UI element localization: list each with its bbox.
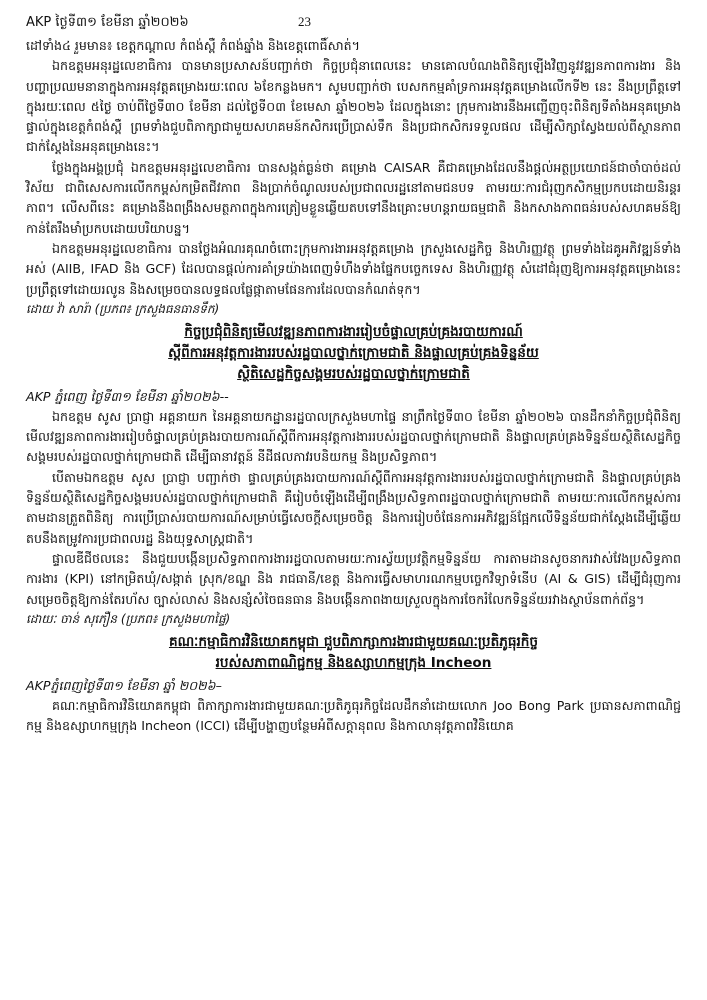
- page-header: [26, 14, 681, 36]
- article3-title-line: គណៈកម្មាធិការវិនិយោគកម្ពុជា ជួបពិភាក្សាការងារជាមួយគណៈប្រតិភូធុរកិច្ច: [168, 633, 539, 650]
- page-number: 23: [298, 14, 311, 29]
- article2-paragraph: ឯកឧត្តម សូស ប្រាជ្ញា អគ្គនាយក នៃអគ្គនាយកដ្ឋានរដ្ឋបាលក្រសួងមហាផ្ទៃ នាព្រឹកថ្ងៃទី៣០ ខែមីនា ឆ្នាំ២០២៦ បានដឹកនាំកិច្ចប្រជុំពិនិត្យមើលវឌ្ឍនភាពការងាររៀបចំផ្ទាលគ្រប់គ្រងរបាយការណ៍ស្តីពីការអនុវត្តការងាររបស់រដ្ឋបាលថ្នាក់ក្រោមជាតិ និងផ្ទាលគ្រប់គ្រងទិន្នន័យស្ថិតិសេដ្ឋកិច្ចសង្គមរបស់រដ្ឋបាលថ្នាក់ក្រោមជាតិ ដើម្បីធានាវត្តន៍ នីដីផលភាវរបនិយកម្ម និងប្រសិទ្ធភាព។: [26, 408, 681, 465]
- article2-dateline: AKP ភ្នំពេញ ថ្ងៃទី៣១ ខែមីនា ឆ្នាំ២០២៦--: [26, 388, 229, 404]
- header-publication-date: AKP ថ្ងៃទី៣១ ខែមីនា ឆ្នាំ២០២៦: [26, 15, 189, 30]
- article3-dateline: AKPភ្នំពេញថ្ងៃទី៣១ ខែមីនា ឆ្នាំ ២០២៦–: [26, 677, 222, 693]
- article1-credit: ដោយ វ៉ា សារ៉ា (ប្រភព៖ ក្រសួងធនធានទឹក): [26, 301, 220, 316]
- article1-paragraph: ឯកឧត្តមអនុរដ្ឋលេខាធិការ បានថ្លែងអំណរគុណចំពោះក្រុមការងារអនុវត្តគម្រោង ក្រសួងសេដ្ឋកិច្ច និងហិរញ្ញវត្ថុ ព្រមទាំងដៃគូអភិវឌ្ឍន៍ទាំងអស់ (AIIB, IFAD និង GCF) ដែលបានផ្តល់ការគាំទ្រយ៉ាងពេញទំហឹងទាំងផ្នែកបច្ចេកទេស និងហិរញ្ញវត្ថុ សំដៅជំរុញឱ្យការអនុវត្តគម្រោងនេះប្រព្រឹត្តទៅដោយរលូន និងសម្រេចបានលទ្ធផលផ្លែផ្កាតាមផែនការដែលបានកំណត់ទុក។: [26, 240, 681, 297]
- article1-paragraph: ថ្លែងក្នុងអង្គប្រជុំ ឯកឧត្តមអនុរដ្ឋលេខាធិការ បានសង្កត់ធ្ងន់ថា គម្រោង CAISAR គឺជាគម្រោងដែលនឹងផ្តល់អត្ថប្រយោជន៍ជាចាំបាច់ដល់វិស័យ ជាពិសេសការលើកកម្ពស់កម្រិតជីវភាព និងប្រាក់ចំណូលរបស់ប្រជាពលរដ្ឋនៅតាមជនបទ តាមរយៈការជំរុញកសិកម្មប្រកបដោយនិរន្តរភាព។ លើសពីនេះ គម្រោងនឹងពង្រឹងសមត្ថភាពក្នុងការត្រៀមខ្លួនឆ្លើយតបទៅនឹងគ្រោះមហន្តរាយធម្មជាតិ និងកសាងភាពធន់របស់សហគមន៍ឱ្យកាន់តែរឹងមាំប្រកបដោយបរិយាបន្ន។: [26, 159, 681, 236]
- article1-paragraph: ឯកឧត្តមអនុរដ្ឋលេខាធិការ បានមានប្រសាសន៍បញ្ជាក់ថា កិច្ចប្រជុំនាពេលនេះ មានគោលបំណងពិនិត្យឡើងវិញនូវវឌ្ឍនភាពការងារ និងបញ្ហាប្រឈមនានាក្នុងការអនុវត្តគម្រោងរយៈពេល ៦ខែកន្លងមក។ សូមបញ្ជាក់ថា បេសកកម្មគាំទ្រការអនុវត្តគម្រោងលើកទី២ នេះ នឹងប្រព្រឹត្តទៅក្នុងរយៈពេល ៥ថ្ងៃ ចាប់ពីថ្ងៃទី៣០ ខែមីនា ដល់ថ្ងៃទី០៣ ខែមេសា ឆ្នាំ២០២៦ ដែលក្នុងនោះ ក្រុមការងារនឹងអញ្ជើញចុះពិនិត្យទីតាំងអនុគម្រោងផ្ទាល់ក្នុងខេត្តកំពង់ស្ពឺ ព្រមទាំងជួបពិភាក្សាជាមួយសហគមន៍កសិករប្រើប្រាស់ទឹក និងប្រជាកសិករទទួលផល ដើម្បីសិក្សាស្វែងយល់ពីស្ថានភាពជាក់ស្តែងនៃអនុគម្រោងនេះ។: [26, 58, 681, 155]
- article2-title-line: កិច្ចប្រជុំពិនិត្យមើលវឌ្ឍនភាពការងាររៀបចំផ្ទាលគ្រប់គ្រងរបាយការណ៍: [184, 323, 523, 340]
- article2-credit: ដោយៈ ចាន់ សុភឿន (ប្រភព៖ ក្រសួងមហាផ្ទៃ): [26, 611, 231, 626]
- article3-title-line: របស់សភាពាណិជ្ជកម្ម និងឧស្សាហកម្មក្រុង Incheon: [215, 654, 492, 671]
- page-content: [26, 36, 681, 736]
- article1-paragraph: ដៅទាំង៤ រួមមាន៖ ខេត្តកណ្តាល កំពង់ស្ពឺ កំពង់ឆ្នាំង និងខេត្តពោធិ៍សាត់។: [26, 38, 360, 53]
- article2-paragraph: ផ្ទាលឌីជីថលនេះ នឹងជួយបង្កើនប្រសិទ្ធភាពការងាររដ្ឋបាលតាមរយៈការស្វ័យប្រវត្តិកម្មទិន្នន័យ ការតាមដានសូចនាករវាស់វែងប្រសិទ្ធភាពការងារ (KPI) នៅកម្រិតឃុំ/សង្កាត់ ស្រុក/ខណ្ឌ និង រាជធានី/ខេត្ត និងការធ្វើសមាហរណកម្មបច្ចេកវិទ្យាទំនើប (AI & GIS) ដើម្បីជំរុញការសម្រេចចិត្តឱ្យកាន់តែរហ័ស ច្បាស់លាស់ និងសន្សំសំចៃធនធាន និងបង្កើនភាពងាយស្រួលក្នុងការចែករំលែកទិន្នន័យរវាងស្ថាប័នពាក់ព័ន្ធ។: [26, 550, 681, 607]
- article3-paragraph: គណៈកម្មាធិការវិនិយោគកម្ពុជា ពិភាក្សាការងារជាមួយគណៈប្រតិភូធុរកិច្ចដែលដឹកនាំដោយលោក Joo Bong Park ប្រធានសភាពាណិជ្ជកម្ម និងឧស្សាហកម្មក្រុង Incheon (ICCI) ដើម្បីបង្ហាញបន្ថែមអំពីសក្តានុពល និងកាលានុវត្តភាពវិនិយោគ: [26, 697, 681, 734]
- article2-paragraph: បើតាមឯកឧត្តម សូស ប្រាជ្ញា បញ្ជាក់ថា ផ្ទាលគ្រប់គ្រងរបាយការណ៍ស្តីពីការអនុវត្តការងាររបស់រដ្ឋបាលថ្នាក់ក្រោមជាតិ និងផ្ទាលគ្រប់គ្រងទិន្នន័យស្ថិតិសេដ្ឋកិច្ចសង្គមរបស់រដ្ឋបាលថ្នាក់ក្រោមជាតិ គឺរៀបចំឡើងដើម្បីពង្រឹងប្រសិទ្ធភាពរដ្ឋបាលថ្នាក់ក្រោមជាតិ តាមរយៈការលើកកម្ពស់ការតាមដានត្រួតពិនិត្យ ការប្រើប្រាស់របាយការណ៍សម្រាប់ធ្វើសេចក្តីសម្រេចចិត្ត និងការរៀបចំផែនការអភិវឌ្ឍន៍ផ្អែកលើទិន្នន័យជាក់ស្តែងដើម្បីឆ្លើយតបនឹងតម្រូវការប្រជាពលរដ្ឋ និងយុទ្ធសាស្ត្រជាតិ។: [26, 469, 681, 546]
- article2-title-line: ស្តីពីការអនុវត្តការងាររបស់រដ្ឋបាលថ្នាក់ក្រោមជាតិ និងផ្ទាលគ្រប់គ្រងទិន្នន័យ: [168, 344, 539, 361]
- article2-title-line: ស្ថិតិសេដ្ឋកិច្ចសង្គមរបស់រដ្ឋបាលថ្នាក់ក្រោមជាតិ: [237, 365, 470, 382]
